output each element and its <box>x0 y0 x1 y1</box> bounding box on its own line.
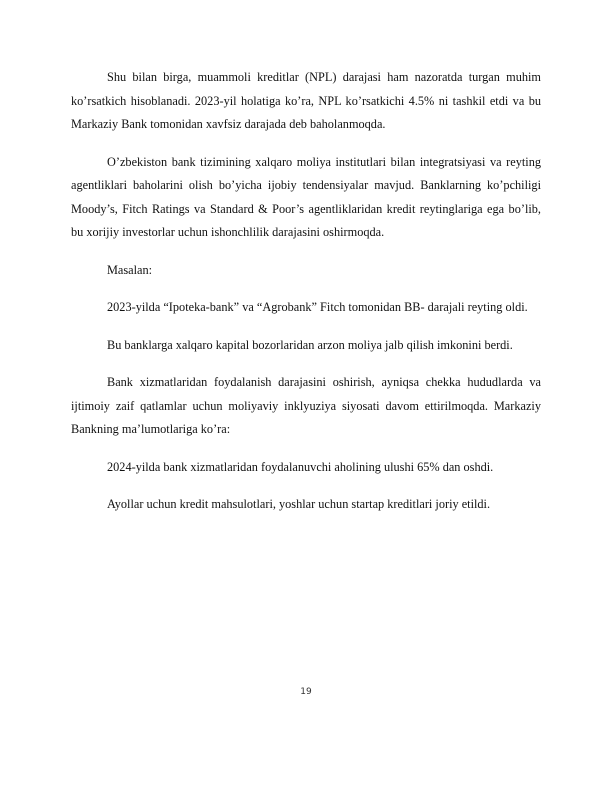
paragraph-credit-products: Ayollar uchun kredit mahsulotlari, yoshlar uchun startap kreditlari joriy etildi. <box>107 497 491 511</box>
paragraph-npl: Shu bilan birga, muammoli kreditlar (NPL) darajasi ham nazoratda turgan muhim ko’rsatkich hisoblanadi. 2023-yil holatiga ko’ra, NPL ko’rsatkichi 4.5% ni tashkil etdi va bu Markaziy Bank tomonidan xavfsiz darajada deb baholanmoqda. <box>71 70 541 131</box>
paragraph-capital-markets: Bu banklarga xalqaro kapital bozorlaridan arzon moliya jalb qilish imkonini berdi. <box>107 337 513 352</box>
paragraph-integration: O’zbekiston bank tizimining xalqaro moliya institutlari bilan integratsiyasi va reyting agentliklari baholarini olish bo’yicha ijobiy tendensiyalar mavjud. Banklarning ko’pchiligi Moody’s, Fitch Ratings va Standard & Poor’s agentliklaridan kredit reytinglariga ega bo’lib, bu xorijiy investorlar uchun ishonchlilik darajasini oshirmoqda. <box>71 154 541 239</box>
paragraph-rating: 2023-yilda “Ipoteka-bank” va “Agrobank” Fitch tomonidan BB- darajali reyting oldi. <box>107 300 528 314</box>
paragraph-inclusion: Bank xizmatlaridan foydalanish darajasini oshirish, ayniqsa chekka hududlarda va ijtimoiy zaif qatlamlar uchun moliyaviy inklyuziya siyosati davom ettirilmoqda. Markaziy Bankning ma’lumotlariga ko’ra: <box>71 375 541 436</box>
page-body <box>71 66 541 531</box>
paragraph-example-heading: Masalan: <box>107 262 153 277</box>
paragraph-usage-share: 2024-yilda bank xizmatlaridan foydalanuvchi aholining ulushi 65% dan oshdi. <box>107 459 494 474</box>
page-number: 19 <box>300 687 312 697</box>
